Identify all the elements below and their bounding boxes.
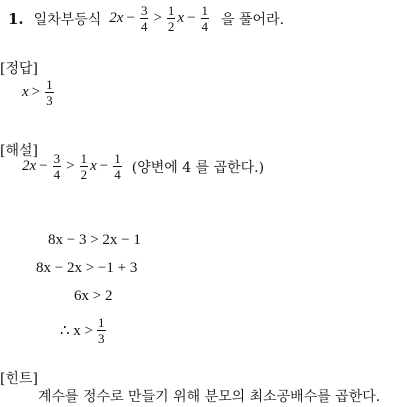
solution-step-2: 8x − 2x > −1 + 3	[36, 260, 138, 276]
expr-op: −	[126, 10, 135, 26]
fraction-denominator: 4	[201, 19, 209, 34]
fraction	[140, 4, 149, 33]
solution-note: (양변에 4 를 곱한다.)	[131, 159, 265, 176]
hint-label: [힌트]	[0, 371, 38, 387]
fraction-denominator: 4	[53, 167, 61, 182]
expr-op: −	[39, 158, 48, 174]
fraction-numerator: 3	[140, 3, 148, 18]
fraction-numerator: 1	[46, 77, 53, 92]
fraction-numerator: 1	[201, 3, 209, 18]
expr-op: >	[66, 158, 75, 174]
expr-op: −	[99, 158, 109, 174]
fraction	[167, 4, 176, 33]
solution-expression	[22, 152, 124, 181]
fraction-denominator: 2	[80, 167, 88, 182]
step-prefix: ∴ x >	[60, 323, 94, 339]
problem-line	[8, 4, 284, 33]
answer-expression	[22, 78, 56, 107]
fraction-numerator: 1	[114, 151, 121, 166]
expr-term: x	[177, 10, 185, 26]
fraction-denominator: 2	[167, 19, 175, 34]
fraction-numerator: 3	[53, 151, 61, 166]
problem-suffix: 을 풀어라.	[221, 11, 285, 28]
expr-term: 2x	[22, 158, 37, 174]
fraction-denominator: 3	[98, 331, 105, 346]
solution-expression-line	[22, 152, 264, 181]
expr-term: x	[22, 84, 29, 100]
fraction	[80, 152, 89, 181]
answer-label: [정답]	[0, 61, 38, 77]
solution-step-4	[60, 316, 108, 345]
expr-term: 2x	[109, 10, 124, 26]
fraction	[45, 78, 54, 107]
problem-expression	[109, 4, 211, 33]
expr-op: −	[187, 10, 196, 26]
fraction	[201, 4, 210, 33]
solution-step-1: 8x − 3 > 2x − 1	[48, 232, 141, 248]
fraction-numerator: 1	[98, 315, 105, 330]
fraction	[97, 316, 106, 345]
expr-term: x	[90, 158, 97, 174]
hint-text: 계수를 정수로 만들기 위해 분모의 최소공배수를 곱한다.	[38, 389, 381, 405]
solution-label: [해설]	[0, 143, 38, 159]
fraction	[113, 152, 122, 181]
expr-op: >	[31, 84, 41, 100]
problem-prefix: 일차부등식	[33, 11, 102, 28]
fraction-numerator: 1	[167, 3, 175, 18]
fraction	[53, 152, 62, 181]
expr-op: >	[153, 10, 162, 26]
fraction-denominator: 4	[114, 167, 121, 182]
fraction-denominator: 4	[140, 19, 148, 34]
fraction-numerator: 1	[80, 151, 88, 166]
solution-step-3: 6x > 2	[74, 288, 113, 304]
problem-number: 1.	[8, 9, 24, 28]
fraction-denominator: 3	[46, 93, 53, 108]
